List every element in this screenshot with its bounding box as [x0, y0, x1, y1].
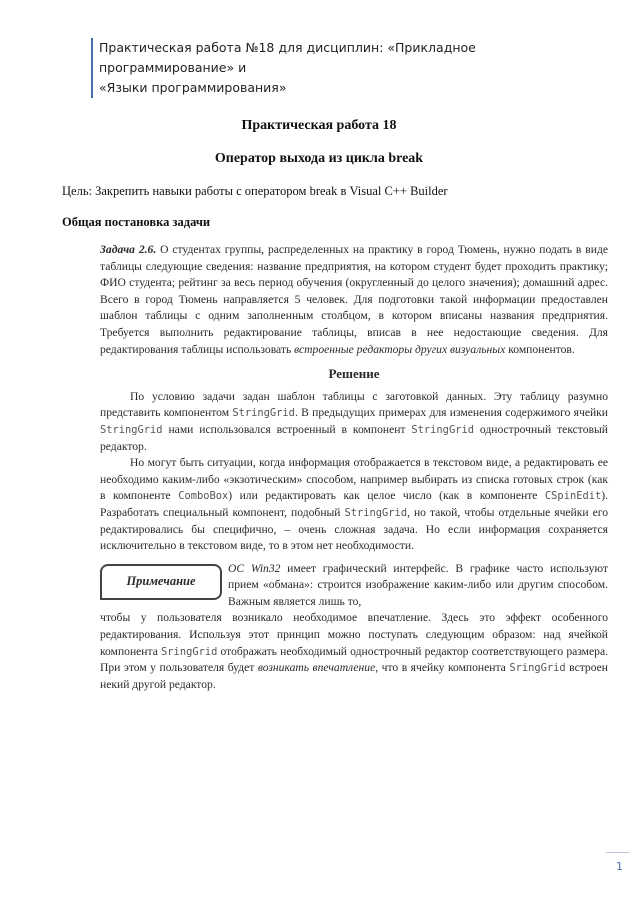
- text-run: Но могут быть ситуации, когда информация отображается в текстовом виде, а редактировать ее необходимо каким-либо «экзотическим» способом, например выбирать из списка готовых строк (как в компоненте: [100, 456, 608, 503]
- italic-run: возникать впечатление: [257, 661, 376, 675]
- section-heading: Общая постановка задачи: [62, 215, 211, 229]
- page-number: 1: [616, 860, 623, 873]
- italic-run: ОС Win32: [228, 561, 281, 575]
- text-run: По условию задачи задан шаблон таблицы с заготовкой данных. Эту таблицу разумно представить компонентом: [100, 389, 608, 420]
- code-run: SringGrid: [509, 662, 566, 675]
- solution-paragraph-2: [100, 455, 608, 555]
- task-label: Задача 2.6.: [100, 243, 157, 256]
- task-italic: встроенные редакторы других визуальных: [294, 342, 506, 356]
- document-subtitle: Оператор выхода из цикла break: [214, 151, 424, 166]
- code-run: StringGrid: [411, 423, 474, 436]
- text-run: встроен некий другой редактор.: [100, 661, 609, 691]
- document-title: Практическая работа 18: [241, 118, 397, 133]
- text-run: . В предыдущих примерах для изменения содержимого ячейки: [294, 406, 609, 420]
- page-header: [91, 38, 599, 98]
- code-run: StringGrid: [232, 407, 295, 420]
- note-text-rest: [100, 610, 608, 693]
- text-run: ). Разработать специальный компонент, подобный: [100, 489, 608, 519]
- task-text-end: компонентов.: [505, 342, 575, 356]
- code-run: ComboBox: [178, 490, 229, 503]
- note-label: Примечание: [126, 574, 196, 589]
- code-run: StringGrid: [100, 423, 163, 436]
- scanned-textbook-excerpt: [100, 242, 608, 762]
- text-run: имеет графический интерфейс. В графике часто используют прием «обмана»: строится изображение каким-либо или другим способом. Важным является лишь то,: [228, 561, 608, 608]
- note-label-box: [100, 564, 222, 600]
- note-block: [100, 561, 608, 694]
- text-run: однострочный текстовый редактор.: [100, 422, 608, 453]
- solution-heading: Решение: [328, 366, 380, 382]
- text-run: чтобы у пользователя возникало необходимое впечатление. Здесь это эффект особенного редактирования. Используя этот принцип можно поступать следующим образом: над ячейкой компонента: [100, 611, 608, 658]
- text-run: нами использовался встроенный в компонент: [162, 422, 412, 436]
- code-run: SringGrid: [161, 645, 218, 658]
- header-line-1: Практическая работа №18 для дисциплин: «Прикладное программирование» и: [99, 40, 476, 75]
- text-run: , но такой, чтобы отдельные ячейки его редактировались бы специфично, – очень сложная задача. Но если информация сохраняется исключительно в текстовом виде, то в этом нет необходимости.: [100, 505, 608, 553]
- goal-text: Цель: Закрепить навыки работы с оператором break в Visual C++ Builder: [62, 184, 448, 198]
- task-text: О студентах группы, распределенных на практику в город Тюмень, нужно подать в виде таблицы следующие сведения: название предприятия, на котором студент будет проходить практику; ФИО студента; рейтинг за весь период обучения (округленный до целого значения); домашний адрес. Всего в город Тюмень направляется 5 человек. Для подготовки такой информации предоставлен шаблон таблицы с одним заполненным столбцом, в котором вписаны названия предприятия. Требуется выполнить редактирование таблицы, вписав в нее недостающие сведения. Для редактирования таблицы использовать: [100, 243, 609, 356]
- text-run: , что в ячейку компонента: [375, 661, 510, 675]
- text-run: ) или редактировать как целое число (как в компоненте: [228, 489, 545, 503]
- code-run: StringGrid: [344, 506, 408, 519]
- task-paragraph: [100, 242, 608, 358]
- text-run: отображать необходимый однострочный редактор соответствующего размера. При этом у пользователя будет: [100, 644, 609, 675]
- code-run: CSpinEdit: [544, 490, 602, 503]
- solution-paragraph-1: [100, 389, 608, 455]
- header-line-2: «Языки программирования»: [99, 80, 287, 95]
- page-number-rule: [606, 852, 630, 853]
